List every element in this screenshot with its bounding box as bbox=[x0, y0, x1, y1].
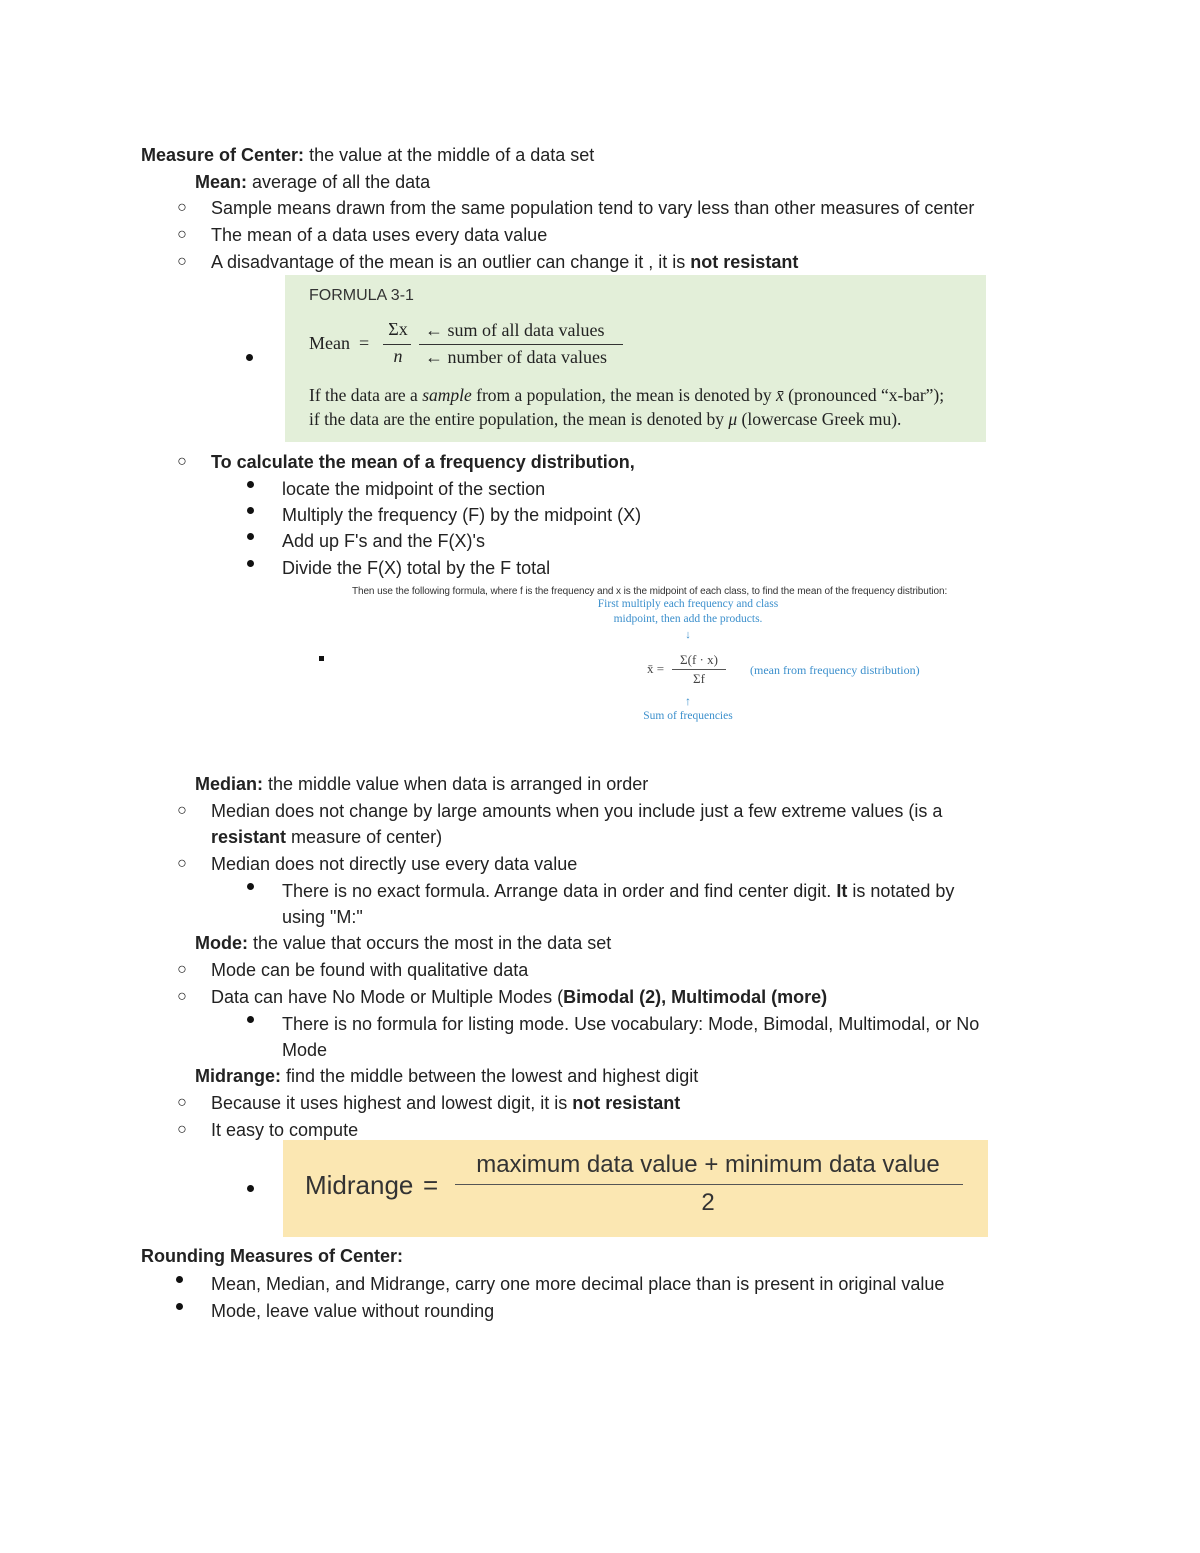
median-bullet-text: measure of center) bbox=[286, 827, 443, 847]
circle-bullet-icon: ○ bbox=[177, 253, 187, 270]
xbar-equals: x̄ = bbox=[647, 661, 665, 676]
midrange-denominator: 2 bbox=[701, 1189, 715, 1216]
mode-sub-bullet-cont: Mode bbox=[282, 1040, 328, 1060]
bullet-dot-icon bbox=[247, 507, 254, 514]
midrange-desc: find the middle between the lowest and highest digit bbox=[286, 1066, 699, 1086]
mode-heading bbox=[195, 932, 611, 954]
frequency-step: Divide the F(X) total by the F total bbox=[282, 558, 551, 578]
note-text: from a population, the mean is denoted by bbox=[471, 385, 776, 405]
circle-bullet-icon: ○ bbox=[177, 1094, 187, 1111]
median-bullet-cont bbox=[211, 826, 442, 848]
bullet-dot-icon bbox=[247, 883, 254, 890]
mean-formula-box bbox=[285, 275, 986, 442]
median-sub-bullet-cont: using "M:" bbox=[282, 907, 363, 927]
frequency-formula-intro: Then use the following formula, where f is the frequency and x is the midpoint of each class, to find the mean of the frequency distribution: bbox=[352, 586, 948, 597]
mu-symbol: μ bbox=[728, 409, 738, 429]
midrange-bullet bbox=[211, 1092, 680, 1114]
mode-bullet bbox=[211, 986, 827, 1008]
heading-desc: the value at the middle of a data set bbox=[309, 145, 595, 165]
midrange-bullet: It easy to compute bbox=[211, 1120, 359, 1140]
formula-numerator: Σx bbox=[388, 319, 408, 339]
circle-bullet-icon: ○ bbox=[177, 961, 187, 978]
circle-bullet-icon: ○ bbox=[177, 802, 187, 819]
bullet-dot-icon bbox=[247, 481, 254, 488]
mode-bullet: Mode can be found with qualitative data bbox=[211, 960, 529, 980]
circle-bullet-icon: ○ bbox=[177, 988, 187, 1005]
frequency-step: Add up F's and the F(X)'s bbox=[282, 531, 485, 551]
median-bullet: Median does not change by large amounts when you include just a few extreme values (is a bbox=[211, 801, 943, 821]
mean-heading bbox=[195, 171, 430, 193]
formula-equals: = bbox=[359, 333, 370, 353]
square-bullet-icon bbox=[319, 656, 324, 661]
mode-sub-bullet: There is no formula for listing mode. Use vocabulary: Mode, Bimodal, Multimodal, or No bbox=[282, 1014, 980, 1034]
heading-title: Measure of Center: bbox=[141, 145, 305, 165]
resistant-text: resistant bbox=[211, 827, 287, 847]
midrange-equals: = bbox=[423, 1170, 439, 1200]
median-sub-text: is notated by bbox=[847, 881, 955, 901]
freq-numerator: Σ(f · x) bbox=[680, 652, 718, 667]
mean-bullet: The mean of a data uses every data value bbox=[211, 225, 548, 245]
mean-bullet bbox=[211, 251, 798, 273]
section-heading bbox=[141, 144, 594, 166]
median-heading bbox=[195, 773, 648, 795]
mean-label: Mean: bbox=[195, 172, 248, 192]
note-text: (lowercase Greek mu). bbox=[737, 409, 902, 429]
mean-bullet-text: A disadvantage of the mean is an outlier can change it , it is bbox=[211, 252, 691, 272]
freq-denominator: Σf bbox=[693, 671, 705, 686]
bullet-dot-icon bbox=[247, 533, 254, 540]
top-note-line-2: midpoint, then add the products. bbox=[613, 613, 763, 625]
midrange-label: Midrange: bbox=[195, 1066, 282, 1086]
bullet-dot-icon bbox=[176, 1276, 183, 1283]
mode-bullet-text: Data can have No Mode or Multiple Modes ( bbox=[211, 987, 564, 1007]
mode-desc: the value that occurs the most in the data set bbox=[253, 933, 612, 953]
formula-lhs: Mean bbox=[309, 333, 350, 353]
formula-note-2 bbox=[309, 409, 901, 430]
not-resistant-text: not resistant bbox=[690, 252, 799, 272]
midrange-numerator: maximum data value + minimum data value bbox=[476, 1151, 940, 1178]
not-resistant-text: not resistant bbox=[572, 1093, 681, 1113]
midrange-heading bbox=[195, 1065, 698, 1087]
midrange-lhs: Midrange bbox=[305, 1170, 414, 1200]
median-bullet: Median does not directly use every data value bbox=[211, 854, 578, 874]
bimodal-multimodal-text: Bimodal (2), Multimodal (more) bbox=[563, 987, 828, 1007]
rounding-bullet: Mean, Median, and Midrange, carry one more decimal place than is present in original value bbox=[211, 1274, 945, 1294]
median-label: Median: bbox=[195, 774, 264, 794]
midrange-formula-box bbox=[283, 1140, 988, 1237]
freq-bottom-note: Sum of frequencies bbox=[643, 710, 733, 722]
circle-bullet-icon: ○ bbox=[177, 1121, 187, 1138]
frequency-step: locate the midpoint of the section bbox=[282, 479, 546, 499]
bullet-dot-icon bbox=[247, 1016, 254, 1023]
bullet-dot-icon bbox=[247, 560, 254, 567]
note-rule bbox=[419, 344, 623, 345]
mean-bullet: Sample means drawn from the same population tend to vary less than other measures of center bbox=[211, 198, 975, 218]
formula-title: FORMULA 3-1 bbox=[309, 287, 414, 304]
top-note-line-1: First multiply each frequency and class bbox=[597, 598, 779, 610]
midrange-bullet-text: Because it uses highest and lowest digit, it is bbox=[211, 1093, 573, 1113]
fraction-bar bbox=[383, 344, 411, 345]
note-text: if the data are the entire population, the mean is denoted by bbox=[309, 409, 729, 429]
freq-side-note: (mean from frequency distribution) bbox=[750, 663, 920, 677]
denominator-note: ← number of data values bbox=[425, 347, 607, 367]
frequency-step: Multiply the frequency (F) by the midpoint (X) bbox=[282, 505, 642, 525]
mode-label: Mode: bbox=[195, 933, 248, 953]
median-desc: the middle value when data is arranged in order bbox=[268, 774, 649, 794]
rounding-heading: Rounding Measures of Center: bbox=[141, 1246, 404, 1266]
median-sub-text: There is no exact formula. Arrange data in order and find center digit. bbox=[282, 881, 837, 901]
rounding-bullet: Mode, leave value without rounding bbox=[211, 1301, 495, 1321]
note-italic: sample bbox=[422, 385, 472, 405]
formula-note-1 bbox=[309, 385, 944, 406]
up-arrow-icon: ↑ bbox=[685, 694, 691, 708]
median-sub-bold: It bbox=[836, 881, 848, 901]
note-text: If the data are a bbox=[309, 385, 423, 405]
formula-denominator: n bbox=[393, 346, 403, 366]
circle-bullet-icon: ○ bbox=[177, 453, 187, 470]
mean-desc: average of all the data bbox=[252, 172, 431, 192]
bullet-dot-icon bbox=[176, 1303, 183, 1310]
x-bar-symbol: x̄ bbox=[776, 385, 784, 405]
bullet-dot-icon bbox=[247, 1185, 254, 1192]
bullet-dot-icon bbox=[246, 354, 253, 361]
numerator-note: ← sum of all data values bbox=[425, 320, 605, 340]
median-sub-bullet bbox=[282, 880, 954, 902]
fraction-bar bbox=[455, 1184, 963, 1185]
down-arrow-icon: ↓ bbox=[685, 629, 691, 641]
fraction-bar bbox=[672, 669, 726, 670]
note-text: (pronounced “x-bar”); bbox=[783, 385, 945, 405]
circle-bullet-icon: ○ bbox=[177, 199, 187, 216]
frequency-title: To calculate the mean of a frequency distribution, bbox=[211, 452, 635, 472]
circle-bullet-icon: ○ bbox=[177, 226, 187, 243]
circle-bullet-icon: ○ bbox=[177, 855, 187, 872]
